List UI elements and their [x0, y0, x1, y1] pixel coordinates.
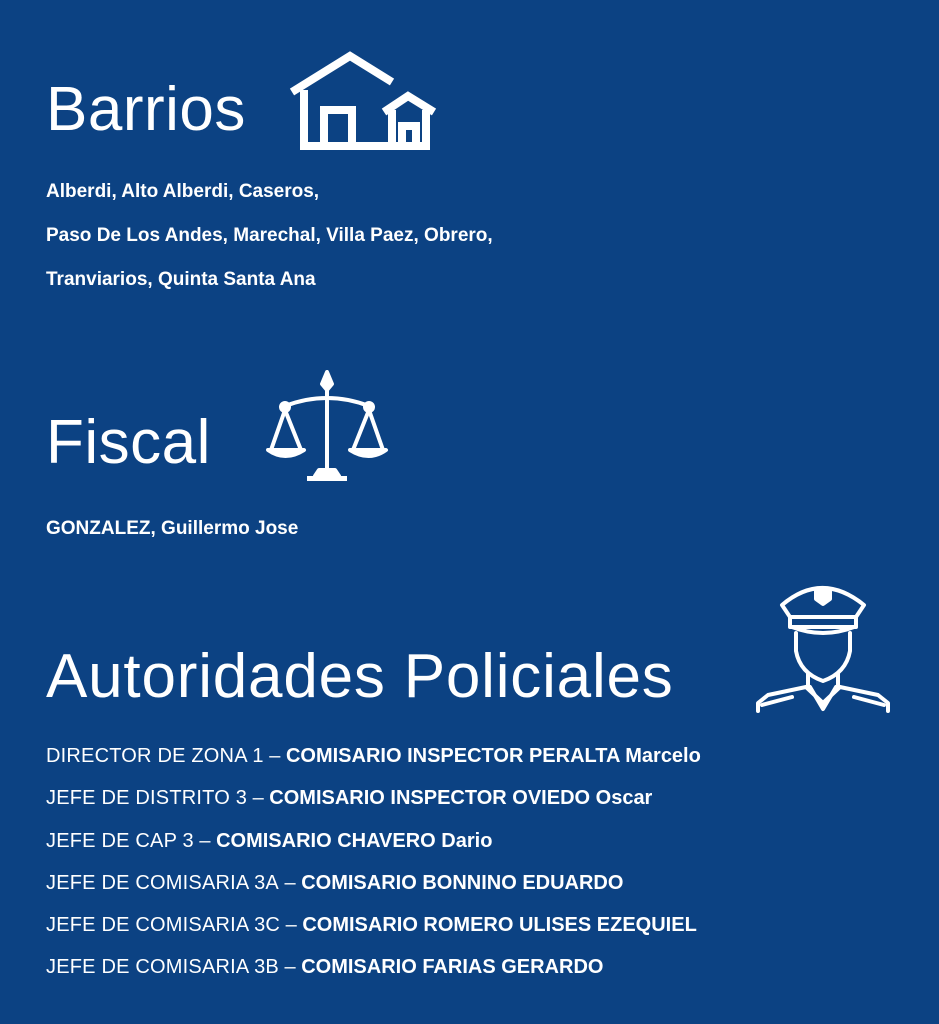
autoridades-title: Autoridades Policiales [46, 642, 674, 711]
separator: – [280, 914, 303, 937]
list-item [46, 826, 701, 868]
authority-name: COMISARIO INSPECTOR OVIEDO Oscar [269, 787, 653, 810]
house-icon [288, 50, 438, 152]
authority-role: JEFE DE COMISARIA 3C [46, 914, 281, 937]
list-item [46, 741, 701, 783]
authority-name: COMISARIO INSPECTOR PERALTA Marcelo [285, 745, 701, 767]
police-officer-icon [752, 577, 894, 717]
separator: – [278, 956, 302, 979]
barrios-line: Tranviarios, Quinta Santa Ana [46, 269, 316, 290]
authority-name: COMISARIO FARIAS GERARDO [301, 956, 604, 979]
list-item [46, 910, 701, 952]
authority-name: COMISARIO BONNINO EDUARDO [301, 871, 624, 894]
barrios-line: Alberdi, Alto Alberdi, Caseros, [46, 181, 320, 202]
authority-name: COMISARIO CHAVERO Dario [216, 829, 493, 852]
list-item [46, 952, 701, 994]
separator: – [278, 871, 302, 894]
scales-icon [265, 370, 389, 484]
barrios-title: Barrios [46, 75, 246, 144]
authority-role: JEFE DE CAP 3 [46, 829, 194, 852]
authority-role: JEFE DE COMISARIA 3A [46, 871, 279, 894]
barrios-line: Paso De Los Andes, Marechal, Villa Paez, Obrero, [46, 225, 493, 246]
autoridades-list [46, 741, 701, 995]
separator: – [247, 787, 270, 810]
authority-role: JEFE DE DISTRITO 3 [46, 787, 248, 810]
fiscal-name: GONZALEZ, Guillermo Jose [46, 518, 299, 539]
separator: – [263, 745, 286, 767]
fiscal-title: Fiscal [46, 408, 211, 477]
list-item [46, 783, 701, 825]
list-item [46, 868, 701, 910]
separator: – [193, 829, 217, 852]
barrios-list [46, 177, 493, 309]
authority-role: JEFE DE COMISARIA 3B [46, 956, 279, 979]
authority-role: DIRECTOR DE ZONA 1 [46, 745, 264, 767]
authority-name: COMISARIO ROMERO ULISES EZEQUIEL [302, 914, 697, 937]
